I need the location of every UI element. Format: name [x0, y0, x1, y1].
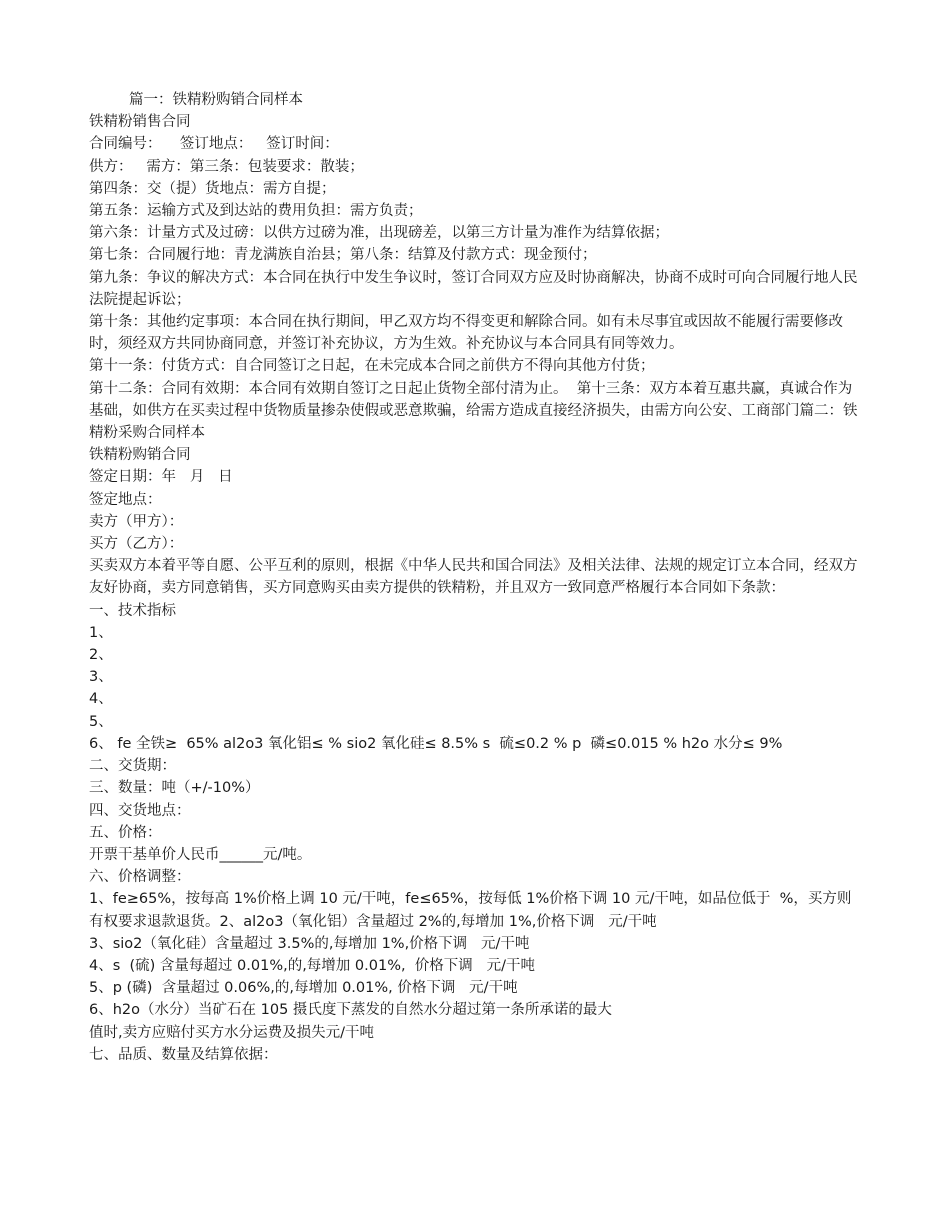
text-line: 值时,卖方应赔付买方水分运费及损失元/干吨	[89, 1024, 374, 1041]
text-line: 第四条：交（提）货地点：需方自提；	[89, 180, 336, 197]
text-line: 第十条：其他约定事项：本合同在执行期间，甲乙双方均不得变更和解除合同。如有未尽事宜或因故不能履行需要修改时，须经双方共同协商同意，并签订补充协议，方为生效。补充协议与本合同具有同等效力。	[89, 314, 843, 353]
text-line: 第十一条：付货方式：自合同签订之日起，在未完成本合同之前供方不得向其他方付货；	[89, 358, 655, 375]
list-item: 4、	[89, 691, 113, 708]
text-line: 第七条：合同履行地：青龙满族自治县；第八条：结算及付款方式：现金预付；	[89, 247, 597, 264]
list-item: 5、	[89, 713, 113, 730]
list-item: 6、 fe 全铁≥ 65% al2o3 氧化铝≤ % sio2 氧化硅≤ 8.5% s 硫≤0.2 % p 磷≤0.015 % h2o 水分≤ 9%	[89, 735, 783, 752]
text-line: 签定日期：年 月 日	[89, 469, 233, 486]
text-line: 第五条：运输方式及到达站的费用负担：需方负责；	[89, 203, 423, 220]
text-line: 开票干基单价人民币______元/吨。	[89, 846, 312, 863]
heading: 六、价格调整：	[89, 869, 191, 886]
text-line: 第十二条：合同有效期：本合同有效期自签订之日起止货物全部付清为止。 第十三条：双方本着互惠共赢，真诚合作为基础，如供方在买卖过程中货物质量掺杂使假或恶意欺骗，给需方造成直接经济损失，由需方向公安、工商部门篇二：铁精粉采购合同样本	[89, 380, 858, 442]
list-item: 3、	[89, 669, 113, 686]
text-line: 第六条：计量方式及过磅：以供方过磅为准，出现磅差，以第三方计量为准作为结算依据；	[89, 225, 669, 242]
list-item: 5、p (磷) 含量超过 0.06%,的,每增加 0.01%, 价格下调 元/干吨	[89, 980, 518, 997]
list-item: 1、fe≥65%，按每高 1%价格上调 10 元/干吨，fe≤65%，按每低 1%价格下调 10 元/干吨，如品位低于 %，买方则有权要求退款退货。2、al2o3（氧化铝）含量超过 2%的,每增加 1%,价格下调 元/干吨	[89, 891, 852, 930]
text-line: 供方： 需方：第三条：包装要求：散装；	[89, 158, 364, 175]
heading: 二、交货期：	[89, 758, 176, 775]
document-body	[89, 89, 863, 1066]
heading: 五、价格：	[89, 824, 162, 841]
section-title: 篇一：铁精粉购销合同样本	[129, 92, 303, 108]
heading: 七、品质、数量及结算依据：	[89, 1046, 278, 1063]
list-item: 3、sio2（氧化硅）含量超过 3.5%的,每增加 1%,价格下调 元/干吨	[89, 935, 530, 952]
text-line: 买卖双方本着平等自愿、公平互利的原则，根据《中华人民共和国合同法》及相关法律、法规的规定订立本合同，经双方友好协商，卖方同意销售，买方同意购买由卖方提供的铁精粉，并且双方一致同意严格履行本合同如下条款：	[89, 558, 858, 597]
list-item: 2、	[89, 647, 113, 664]
heading: 三、数量：吨（+/-10%）	[89, 780, 260, 797]
text-line: 买方（乙方）：	[89, 536, 184, 553]
heading: 一、技术指标	[89, 602, 176, 619]
heading: 四、交货地点：	[89, 802, 191, 819]
text-line: 合同编号： 签订地点： 签订时间：	[89, 136, 339, 153]
text-line: 签定地点：	[89, 491, 162, 508]
list-item: 4、s (硫) 含量每超过 0.01%,的,每增加 0.01%, 价格下调 元/干吨	[89, 957, 536, 974]
list-item: 6、h2o（水分）当矿石在 105 摄氏度下蒸发的自然水分超过第一条所承诺的最大	[89, 1002, 612, 1019]
text-line: 卖方（甲方）：	[89, 513, 184, 530]
contract-title: 铁精粉购销合同	[89, 447, 191, 464]
list-item: 1、	[89, 624, 113, 641]
text-line: 第九条：争议的解决方式：本合同在执行中发生争议时，签订合同双方应及时协商解决，协商不成时可向合同履行地人民法院提起诉讼；	[89, 269, 858, 308]
contract-title: 铁精粉销售合同	[89, 114, 191, 131]
